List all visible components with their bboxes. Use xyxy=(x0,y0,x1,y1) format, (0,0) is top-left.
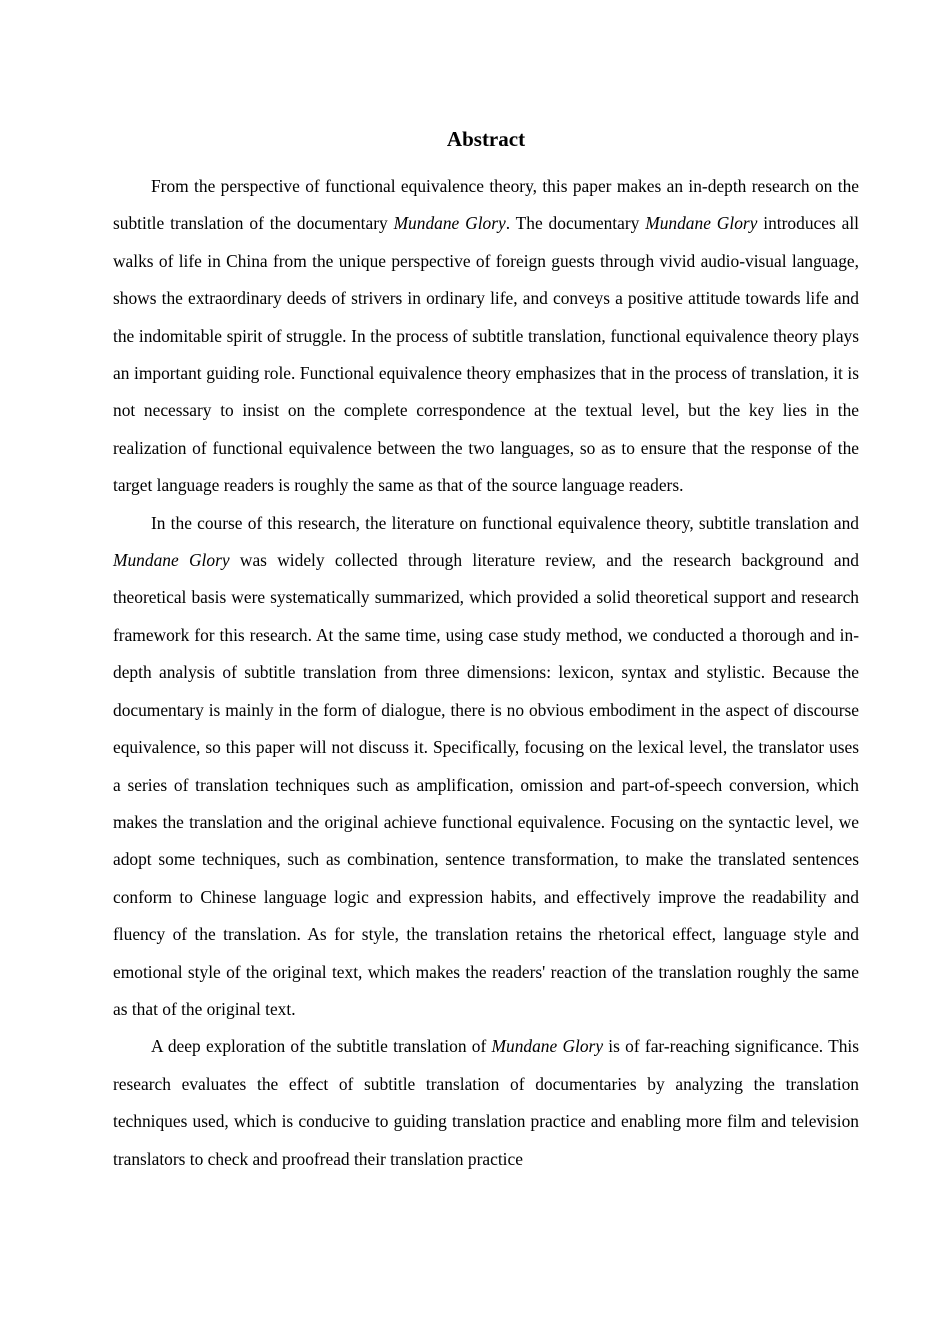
documentary-title-italic: Mundane Glory xyxy=(491,1036,604,1057)
paragraph-text: A deep exploration of the subtitle translation of xyxy=(151,1036,492,1057)
paragraph-text: introduces all walks of life in China from the unique perspective of foreign guests through vivid audio-visual language, shows the extraordinary deeds of strivers in ordinary life, and conveys a positive attitude towards life and the indomitable spirit of struggle. In the process of subtitle translation, functional equivalence theory plays an important guiding role. Functional equivalence theory emphasizes that in the process of translation, it is not necessary to insist on the complete correspondence at the textual level, but the key lies in the realization of functional equivalence between the two languages, so as to ensure that the response of the target language readers is roughly the same as that of the source language readers. xyxy=(113,213,859,496)
abstract-paragraph-3 xyxy=(113,1028,859,1178)
documentary-title-italic: Mundane Glory xyxy=(393,213,506,234)
paragraph-text: was widely collected through literature review, and the research background and theoretical basis were systematically summarized, which provided a solid theoretical support and research framework for this research. At the same time, using case study method, we conducted a thorough and in-depth analysis of subtitle translation from three dimensions: lexicon, syntax and stylistic. Because the documentary is mainly in the form of dialogue, there is no obvious embodiment in the aspect of discourse equivalence, so this paper will not discuss it. Specifically, focusing on the lexical level, the translator uses a series of translation techniques such as amplification, omission and part-of-speech conversion, which makes the translation and the original achieve functional equivalence. Focusing on the syntactic level, we adopt some techniques, such as combination, sentence transformation, to make the translated sentences conform to Chinese language logic and expression habits, and effectively improve the readability and fluency of the translation. As for style, the translation retains the rhetorical effect, language style and emotional style of the original text, which makes the readers' reaction of the translation roughly the same as that of the original text. xyxy=(113,550,859,1019)
documentary-title-italic: Mundane Glory xyxy=(645,213,758,234)
abstract-paragraph-2 xyxy=(113,505,859,1029)
document-page xyxy=(113,124,859,1178)
paragraph-text: is of far-reaching significance. This research evaluates the effect of subtitle translation of documentaries by analyzing the translation techniques used, which is conducive to guiding translation practice and enabling more film and television translators to check and proofread their translation practice xyxy=(113,1036,859,1169)
paragraph-text: From the perspective of functional equivalence theory, this paper makes an in-depth research on the subtitle translation of the documentary xyxy=(113,176,859,234)
documentary-title-italic: Mundane Glory xyxy=(113,550,230,571)
paragraph-text: In the course of this research, the literature on functional equivalence theory, subtitle translation and xyxy=(151,512,859,533)
abstract-heading: Abstract xyxy=(446,127,526,151)
abstract-paragraph-1 xyxy=(113,168,859,505)
paragraph-text: . The documentary xyxy=(505,213,646,234)
